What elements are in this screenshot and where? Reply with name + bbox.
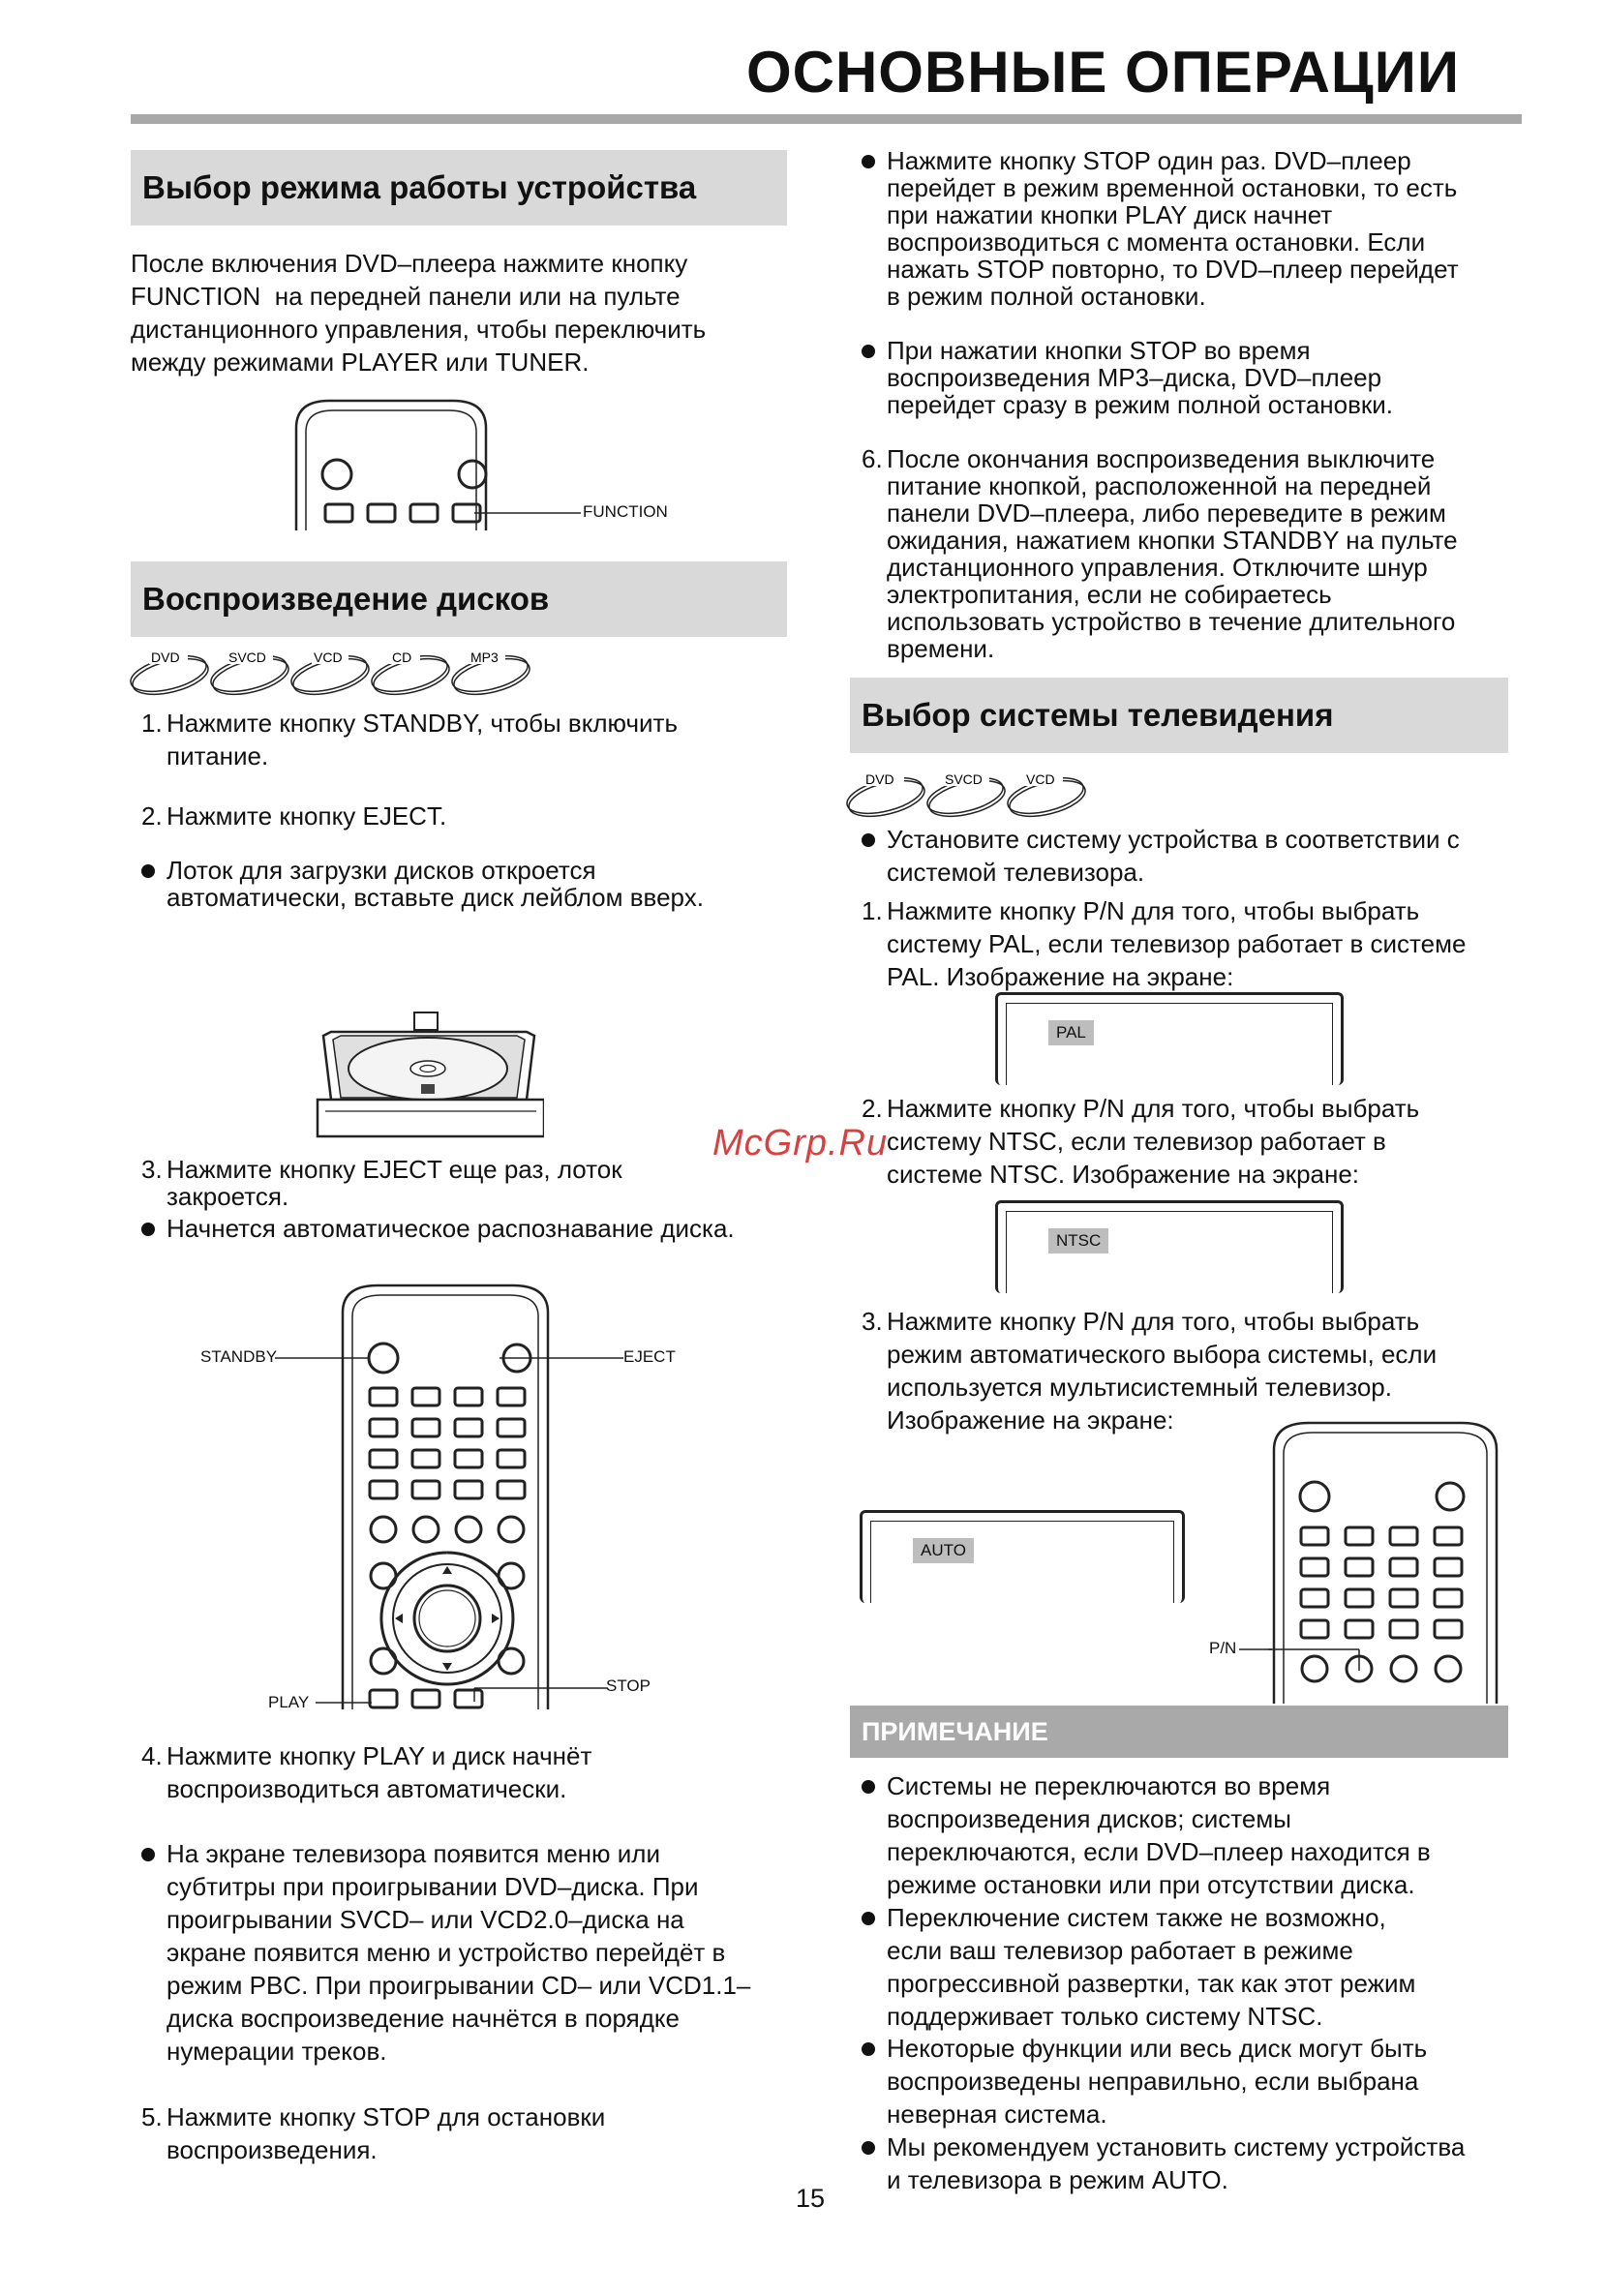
tv-step-1: 1. Нажмите кнопку P/N для того, чтобы выбрать систему PAL, если телевизор работает в системе PAL. Изображение на экране: xyxy=(862,896,1467,991)
page-number: 15 xyxy=(796,2184,826,2213)
pn-label: P/N xyxy=(1209,1639,1237,1657)
disc-tag-cd: CD xyxy=(392,650,412,665)
tv-bullet-set-system: Установите систему устройства в соответствии с системой телевизора. xyxy=(860,823,1460,889)
section-heading-tv-system: Выбор системы телевидения xyxy=(850,678,1508,753)
watermark: McGrp.Ru xyxy=(712,1123,889,1163)
disc-tag-vcd-tv: VCD xyxy=(1026,771,1055,787)
playback-step-3: 3. Нажмите кнопку EJECT еще раз, лоток закроется. xyxy=(141,1155,622,1211)
playback-bullet-recognition: Начнется автоматическое распознавание диска. xyxy=(139,1212,735,1245)
playback-bullet-tray: Лоток для загрузки дисков откроется автоматически, вставьте диск лейблом вверх. xyxy=(139,857,704,911)
tv-step-2: 2. Нажмите кнопку P/N для того, чтобы выбрать систему NTSC, если телевизор работает в системе NTSC. Изображение на экране: xyxy=(862,1094,1420,1189)
playback-step-6: 6. После окончания воспроизведения выключите питание кнопкой, расположенной на передней панели DVD–плеера, либо переведите в режим ожидания, нажатием кнопки STANDBY на пульте дистанционного управления. Отключите шнур электропитания, если не собираетесь использовать устройство в течение длительного времени. xyxy=(862,444,1458,663)
disc-tag-dvd-tv: DVD xyxy=(865,771,894,787)
pn-callout-line xyxy=(1239,1648,1272,1652)
stop-bullet-2: При нажатии кнопки STOP во время воспроизведения MP3–диска, DVD–плеер перейдет сразу в режим полной остановки. xyxy=(860,337,1393,418)
remote-callout-lines xyxy=(271,1345,629,1713)
remote-pn-illustration xyxy=(1268,1417,1500,1704)
screen-tag-auto: AUTO xyxy=(913,1538,974,1563)
disc-type-icons xyxy=(128,647,534,697)
eject-label: EJECT xyxy=(623,1347,676,1366)
playback-bullet-menu: На экране телевизора появится меню или субтитры при проигрывании DVD–диска. При проигрывании SVCD– или VCD2.0–диска на экране появится меню и устройство перейдёт в режим PBC. При проигрывании CD– или VCD1.1– диска воспроизведение начнётся в порядке нумерации треков. xyxy=(139,1837,750,2068)
function-label: FUNCTION xyxy=(583,502,668,521)
disc-tag-svcd: SVCD xyxy=(228,650,266,665)
screen-tag-ntsc: NTSC xyxy=(1048,1228,1108,1254)
section-heading-mode: Выбор режима работы устройства xyxy=(131,150,787,226)
standby-label: STANDBY xyxy=(200,1347,278,1366)
page-title: ОСНОВНЫЕ ОПЕРАЦИИ xyxy=(745,40,1460,105)
playback-step-4: 4. Нажмите кнопку PLAY и диск начнёт воспроизводиться автоматически. xyxy=(141,1741,592,1803)
disc-tray-illustration xyxy=(312,1007,544,1138)
tv-screen-ntsc xyxy=(995,1200,1344,1293)
note-item-4: Мы рекомендуем установить систему устройства и телевизора в режим AUTO. xyxy=(860,2130,1465,2196)
tv-screen-auto xyxy=(860,1510,1185,1603)
disc-type-icons-tv xyxy=(844,769,1096,819)
playback-step-5: 5. Нажмите кнопку STOP для остановки воспроизведения. xyxy=(141,2102,606,2164)
playback-step-2: 2. Нажмите кнопку EJECT. xyxy=(141,801,447,831)
title-rule xyxy=(131,114,1522,124)
note-item-3: Некоторые функции или весь диск могут быть воспроизведены неправильно, если выбрана неверная система. xyxy=(860,2032,1427,2130)
disc-tag-dvd: DVD xyxy=(151,650,180,665)
tv-screen-pal xyxy=(995,992,1344,1085)
play-label: PLAY xyxy=(268,1693,310,1711)
disc-tag-vcd: VCD xyxy=(314,650,343,665)
disc-tag-mp3: MP3 xyxy=(470,650,499,665)
tv-step-3: 3. Нажмите кнопку P/N для того, чтобы выбрать режим автоматического выбора системы, если используется мультисистемный телевизор. Изображение на экране: xyxy=(862,1307,1438,1435)
stop-label: STOP xyxy=(606,1677,651,1695)
stop-bullet-1: Нажмите кнопку STOP один раз. DVD–плеер перейдет в режим временной остановки, то есть при нажатии кнопки PLAY диск начнет воспроизводиться с момента остановки. Если нажать STOP повторно, то DVD–плеер перейдет в режим полной остановки. xyxy=(860,147,1459,310)
section-heading-playback: Воспроизведение дисков xyxy=(131,561,787,637)
disc-tag-svcd-tv: SVCD xyxy=(945,771,983,787)
playback-step-1: 1. Нажмите кнопку STANDBY, чтобы включить питание. xyxy=(141,709,678,770)
screen-tag-pal: PAL xyxy=(1048,1020,1094,1045)
note-item-2: Переключение систем также не возможно, если ваш телевизор работает в режиме прогрессивной развертки, так как этот режим поддерживает только систему NTSC. xyxy=(860,1901,1415,2033)
note-heading: ПРИМЕЧАНИЕ xyxy=(850,1706,1508,1758)
mode-text: После включения DVD–плеера нажмите кнопку FUNCTION на передней панели или на пульте дистанционного управления, чтобы переключить между режимами PLAYER или TUNER. xyxy=(131,249,707,377)
note-item-1: Системы не переключаются во время воспроизведения дисков; системы переключаются, если DVD–плеер находится в режиме остановки или при отсутствии диска. xyxy=(860,1769,1431,1901)
